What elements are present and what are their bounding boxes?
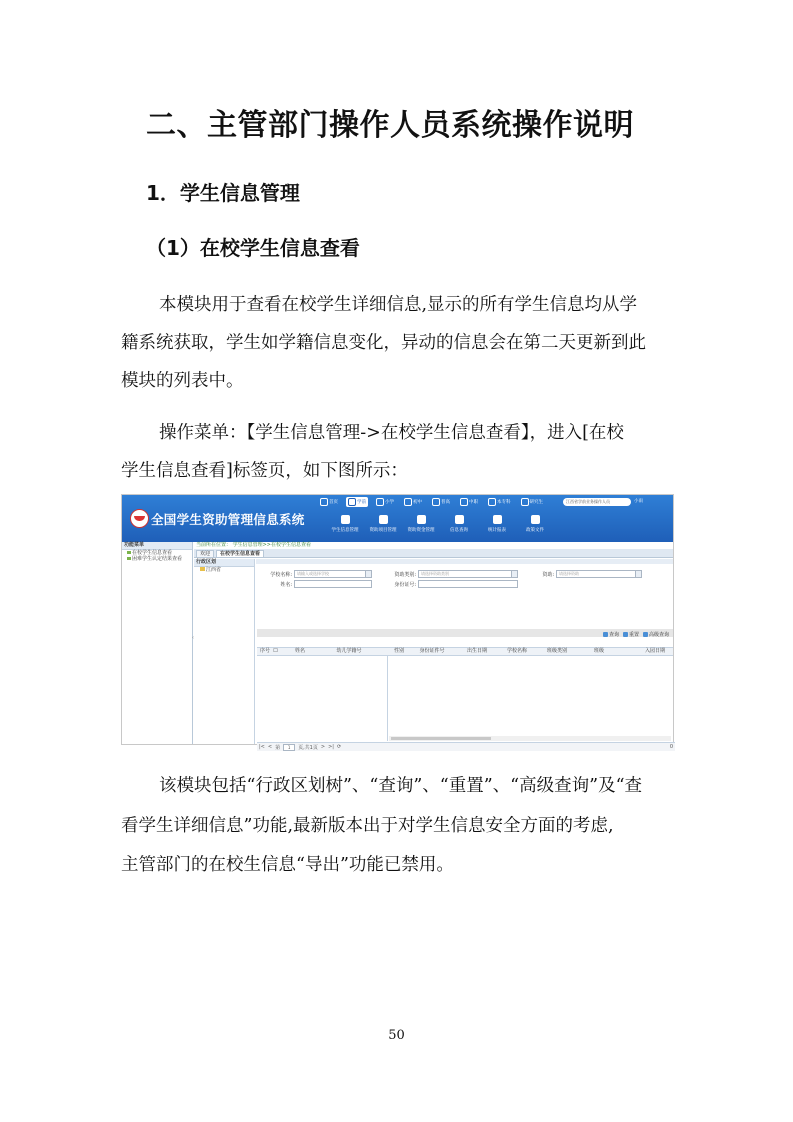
section-heading: 1．学生信息管理: [146, 181, 300, 205]
select-all-checkbox[interactable]: ☐: [273, 648, 278, 654]
paragraph-line: 看学生详细信息”功能,最新版本出于对学生信息安全方面的考虑,: [121, 816, 614, 836]
pie-chart-icon: [493, 515, 502, 524]
reset-icon: [623, 632, 628, 637]
home-icon: [320, 498, 328, 506]
senior-icon: [432, 498, 440, 506]
scrollbar-thumb[interactable]: [391, 737, 491, 740]
col-enroll-date: 入园日期: [644, 648, 665, 654]
app-title: 全国学生资助管理信息系统: [151, 512, 305, 527]
module-policy[interactable]: 政策文件: [518, 515, 552, 533]
page-number: 50: [388, 1028, 405, 1043]
query-form: [256, 559, 673, 751]
paragraph-line: 模块的列表中。: [121, 371, 244, 391]
school-select[interactable]: 请输入或选择学校: [294, 570, 372, 578]
paragraph-line: 籍系统获取，学生如学籍信息变化，异动的信息会在第二天更新到此: [121, 333, 646, 353]
students-icon: [341, 515, 350, 524]
page-total: 页,共1页: [298, 744, 318, 751]
module-aid-project[interactable]: 资助项目管理: [366, 515, 400, 533]
region-tree-header: 行政区划: [194, 559, 254, 567]
school-label: 学校名称:: [270, 571, 292, 578]
level-nav: [318, 497, 545, 507]
fund-icon: [417, 515, 426, 524]
region-tree-panel: [194, 559, 255, 744]
id-label: 身份证号:: [394, 581, 416, 588]
function-menu-header: 功能菜单: [122, 542, 192, 550]
advanced-search-icon: [643, 632, 648, 637]
horizontal-scrollbar[interactable]: [389, 736, 671, 741]
tab-welcome[interactable]: 欢迎: [196, 550, 214, 557]
student-grid: [257, 647, 673, 758]
emblem-icon: [130, 509, 149, 528]
dropdown-icon: [635, 571, 641, 577]
dropdown-icon: [365, 571, 371, 577]
module-nav: [328, 515, 552, 533]
app-banner: [122, 495, 673, 542]
query-icon: [455, 515, 464, 524]
preschool-icon: [348, 498, 356, 506]
primary-icon: [376, 498, 384, 506]
module-reports[interactable]: 统计报表: [480, 515, 514, 533]
col-gender: 性别: [393, 648, 404, 654]
paragraph-line: 学生信息查看]标签页，如下图所示：: [121, 461, 408, 481]
menu-item-difficulty-view[interactable]: 困难学生认定结果查看: [122, 556, 192, 562]
id-input[interactable]: [418, 580, 518, 588]
action-bar: [603, 631, 669, 638]
system-screenshot: [121, 494, 674, 751]
next-page-button[interactable]: >: [320, 744, 326, 750]
col-class-type: 班级类别: [546, 648, 567, 654]
aid-category-select[interactable]: 请选择资助类别: [418, 570, 518, 578]
name-input[interactable]: [294, 580, 372, 588]
user-name[interactable]: 小雨: [634, 499, 643, 504]
page-number-input[interactable]: 1: [283, 744, 295, 751]
module-student-info[interactable]: 学生信息管理: [328, 515, 362, 533]
query-button[interactable]: 查询: [603, 631, 619, 638]
level-home[interactable]: 首页: [318, 497, 340, 507]
level-junior[interactable]: 初中: [402, 497, 424, 507]
junior-icon: [404, 498, 412, 506]
main-panel: [194, 542, 673, 751]
advanced-query-button[interactable]: 高级查询: [643, 631, 669, 638]
col-class: 班级: [593, 648, 604, 654]
paragraph-line: 该模块包括“行政区划树”、“查询”、“重置”、“高级查询”及“查: [159, 776, 643, 796]
name-label: 姓名:: [280, 581, 292, 588]
module-info-query[interactable]: 信息查询: [442, 515, 476, 533]
level-senior[interactable]: 普高: [430, 497, 452, 507]
first-page-button[interactable]: |<: [259, 744, 265, 750]
module-aid-fund[interactable]: 资助资金管理: [404, 515, 438, 533]
role-select[interactable]: 江西省学前业务操作人员: [563, 498, 631, 506]
level-college[interactable]: 本专科: [486, 497, 513, 507]
subsection-heading: （1）在校学生信息查看: [146, 236, 360, 260]
level-graduate[interactable]: 研究生: [519, 497, 546, 507]
col-name: 姓名: [294, 648, 305, 654]
refresh-icon[interactable]: ⟳: [336, 744, 342, 750]
folder-icon: [200, 567, 205, 571]
college-icon: [488, 498, 496, 506]
function-menu: [122, 542, 193, 744]
prev-page-button[interactable]: <: [267, 744, 273, 750]
record-count: 0: [669, 744, 673, 750]
page-title: 二、主管部门操作人员系统操作说明: [146, 108, 634, 143]
paragraph-line: 操作菜单：【学生信息管理->在校学生信息查看】，进入[在校: [159, 423, 624, 443]
pagination-bar: [257, 742, 675, 751]
splitter-handle[interactable]: ‹: [192, 635, 194, 641]
menu-leaf-icon: [127, 557, 131, 560]
level-primary[interactable]: 小学: [374, 497, 396, 507]
aid-label: 资助:: [542, 571, 554, 578]
menu-item-student-view[interactable]: 在校学生信息查看: [122, 550, 192, 556]
document-icon: [531, 515, 540, 524]
reset-button[interactable]: 重置: [623, 631, 639, 638]
tree-node-province[interactable]: 江西省: [194, 567, 254, 574]
level-vocational[interactable]: 中职: [458, 497, 480, 507]
page-label: 第: [275, 744, 281, 751]
col-school-name: 学校名称: [506, 648, 527, 654]
col-birth-date: 出生日期: [466, 648, 487, 654]
level-preschool[interactable]: 学前: [346, 497, 368, 507]
tab-bar: [194, 549, 673, 558]
menu-leaf-icon: [127, 551, 131, 554]
last-page-button[interactable]: >|: [328, 744, 334, 750]
breadcrumb: 当前所在位置： 学生信息管理>>在校学生信息查看: [194, 542, 673, 549]
aid-category-label: 资助类别:: [394, 571, 416, 578]
search-icon: [603, 632, 608, 637]
tab-student-view[interactable]: 在校学生信息查看: [216, 550, 264, 557]
graduate-icon: [521, 498, 529, 506]
grid-header: [257, 648, 673, 656]
aid-select[interactable]: 请选择资助: [556, 570, 642, 578]
col-seq: 序号: [259, 648, 270, 654]
vocational-icon: [460, 498, 468, 506]
col-preschool-id: 幼儿学籍号: [336, 648, 362, 654]
paragraph-line: 主管部门的在校生信息“导出”功能已禁用。: [121, 855, 454, 875]
col-id-number: 身份证件号: [419, 648, 445, 654]
paragraph-line: 本模块用于查看在校学生详细信息,显示的所有学生信息均从学: [159, 295, 638, 315]
briefcase-icon: [379, 515, 388, 524]
dropdown-icon: [511, 571, 517, 577]
